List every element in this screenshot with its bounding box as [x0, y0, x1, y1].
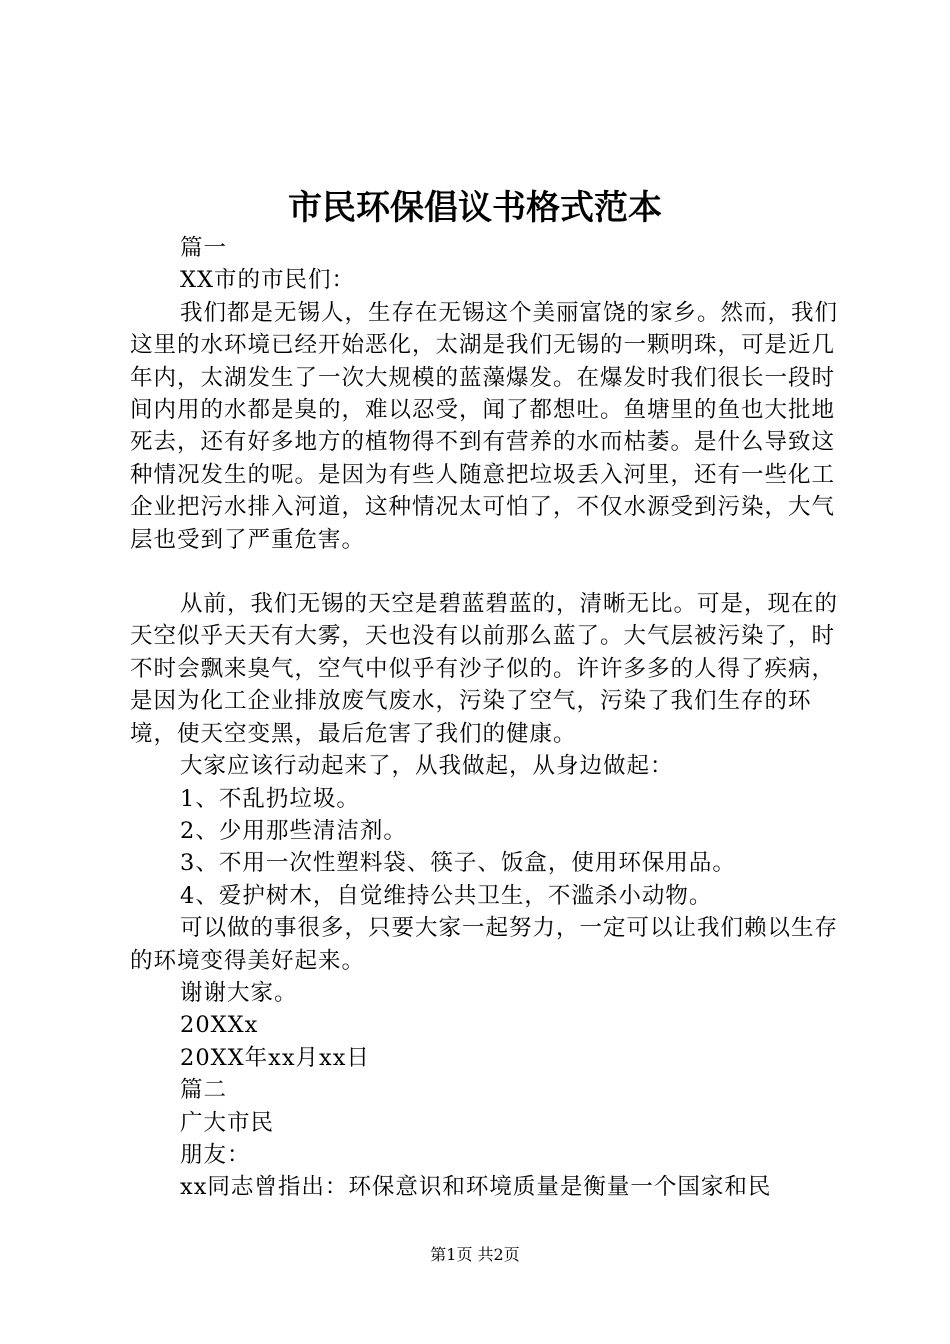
list-item: 4、爱护树木，自觉维持公共卫生，不滥杀小动物。: [180, 882, 713, 909]
section-heading: 篇一: [180, 235, 228, 261]
date-line: 20XX年xx月xx日: [180, 1044, 370, 1071]
document-title: 市民环保倡议书格式范本: [288, 188, 662, 228]
body-paragraph: 从前，我们无锡的天空是碧蓝碧蓝的，清晰无比。可是，现在的天空似乎天天有大雾，天也没有以前那么蓝了。大气层被污染了，时不时会飘来臭气，空气中似乎有沙子似的。许许多多的人得了疾病，是因为化工企业排放废气废水，污染了空气，污染了我们生存的环境，使天空变黑，最后危害了我们的健康。: [130, 591, 839, 747]
salutation: 朋友：: [180, 1141, 251, 1168]
signature: 20XXx: [180, 1012, 259, 1039]
body-paragraph: xx同志曾指出：环保意识和环境质量是衡量一个国家和民: [180, 1174, 772, 1201]
paragraph-gap: [130, 556, 850, 588]
salutation: XX市的市民们：: [180, 267, 356, 294]
section-heading: 篇二: [180, 1077, 228, 1104]
list-item: 2、少用那些清洁剂。: [180, 817, 407, 844]
body-paragraph: 我们都是无锡人，生存在无锡这个美丽富饶的家乡。然而，我们这里的水环境已经开始恶化，太湖是我们无锡的一颗明珠，可是近几年内，太湖发生了一次大规模的蓝藻爆发。在爆发时我们很长一段时间内用的水都是臭的，难以忍受，闻了都想吐。鱼塘里的鱼也大批地死去，还有好多地方的植物得不到有营养的水而枯萎。是什么导致这种情况发生的呢。是因为有些人随意把垃圾丢入河里，还有一些化工企业把污水排入河道，这种情况太可怕了，不仅水源受到污染，大气层也受到了严重危害。: [130, 299, 839, 553]
list-item: 1、不乱扔垃圾。: [180, 785, 360, 812]
closing-thanks: 谢谢大家。: [180, 979, 298, 1006]
document-body: [130, 232, 850, 1204]
salutation: 广大市民: [180, 1109, 275, 1136]
body-paragraph: 可以做的事很多，只要大家一起努力，一定可以让我们赖以生存的环境变得美好起来。: [130, 915, 839, 974]
body-paragraph: 大家应该行动起来了，从我做起，从身边做起：: [180, 753, 674, 780]
list-item: 3、不用一次性塑料袋、筷子、饭盒，使用环保用品。: [180, 850, 736, 877]
page-footer: 第1页 共2页: [430, 1245, 520, 1264]
